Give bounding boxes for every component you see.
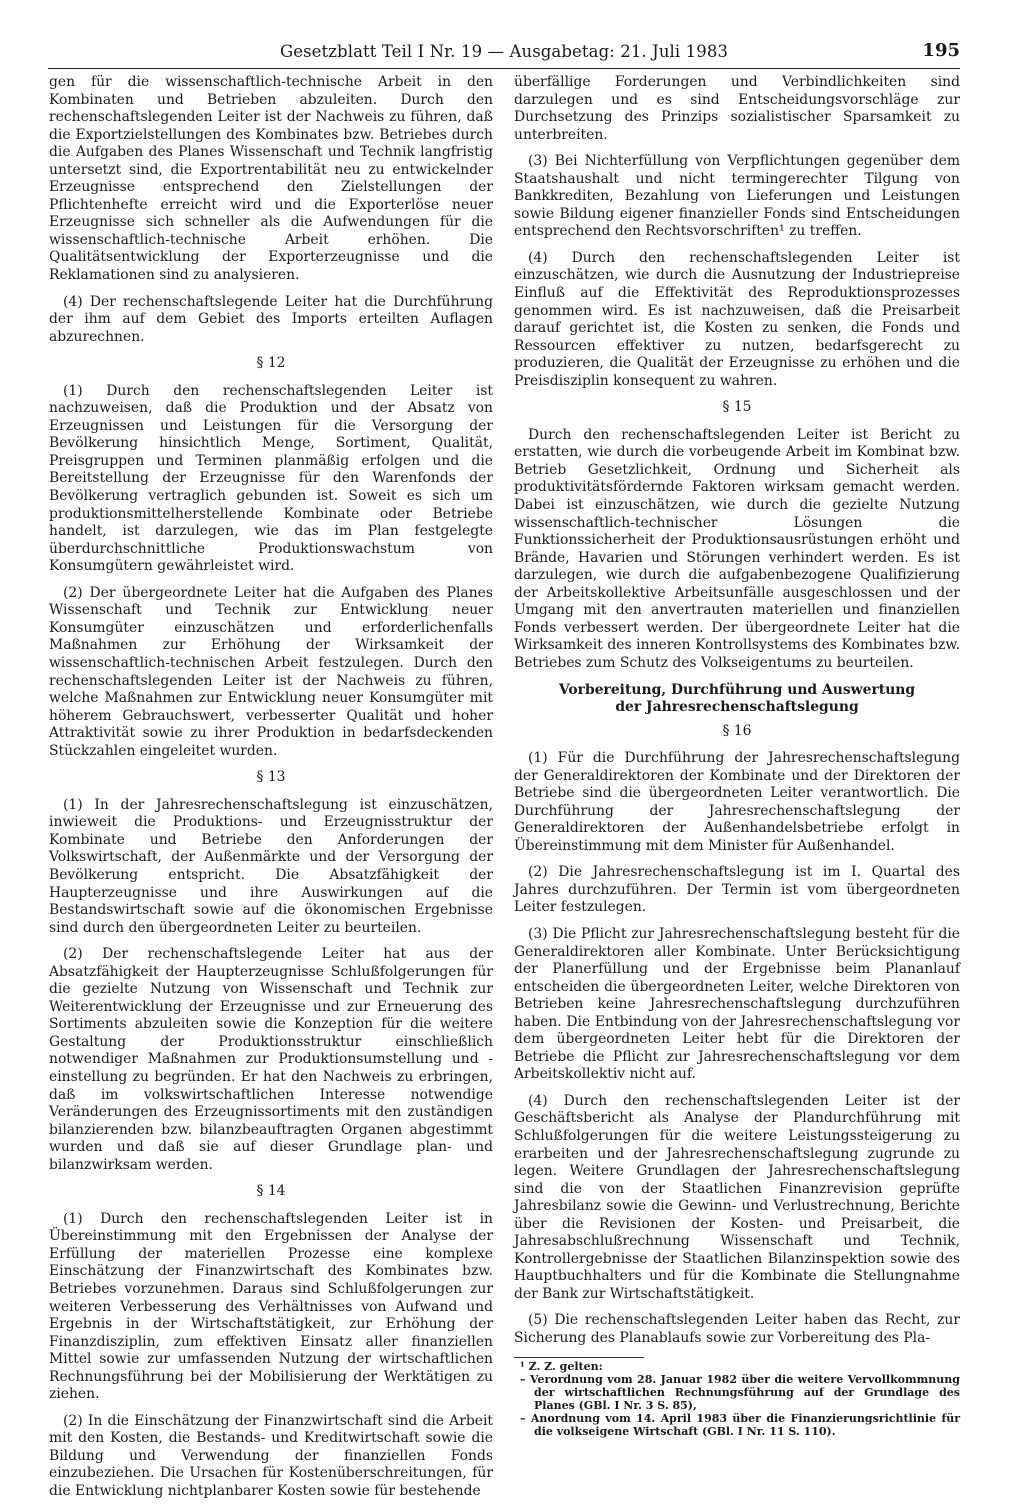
paragraph: Durch den rechenschaftslegenden Leiter ist Bericht zu erstatten, wie durch die vorbeugende Arbeit im Kombinat bzw. Betrieb Gesetzlichkeit, Ordnung und Sicherheit als produktivitätsfördernde Faktoren wirksam gemacht werden. Dabei ist einzuschätzen, wie durch die gezielte Nutzung wissenschaftlich-technischer Lösungen die Funktionssicherheit der Produktionsausrüstungen erhöht und Brände, Havarien und Störungen verhindert werden. Es ist darzulegen, wie durch die aufgabenbezogene Qualifizierung der Arbeitskollektive Arbeitsunfälle ausgeschlossen und der Umgang mit den anvertrauten materiellen und finanziellen Fonds verbessert werden. Der übergeordnete Leiter hat die Wirksamkeit des inneren Kontrollsystems des Kombinates bzw. Betriebes zum Schutz des Volkseigentums zu beurteilen. <box>514 426 960 671</box>
footnotes <box>514 1360 960 1438</box>
paragraph: (4) Durch den rechenschaftslegenden Leiter ist der Geschäftsbericht als Analyse der Plandurchführung mit Schlußfolgerungen für die weitere Leistungssteigerung zu erarbeiten und der Jahresrechenschaftslegung zugrunde zu legen. Weitere Grundlagen der Jahresrechenschaftslegung sind die von der Staatlichen Finanzrevision geprüfte Jahresbilanz sowie die Gewinn- und Verlustrechnung, Berichte über die Revisionen der Kosten- und Preisarbeit, die Jahresabschlußrechnung Wissenschaft und Technik, Kontrollergebnisse der Staatlichen Bilanzinspektion sowie des Hauptbuchhalters und für die Kombinate die Stellungnahme der Bank zur Wirtschaftstätigkeit. <box>514 1092 960 1302</box>
paragraph: (2) In die Einschätzung der Finanzwirtschaft sind die Arbeit mit den Kosten, die Bestands- und Kreditwirtschaft sowie die Bildung und Verwendung der finanziellen Fonds einzubeziehen. Die Ursachen für Kostenüberschreitungen, für die Entwicklung nichtplanbarer Kosten sowie für bestehende <box>49 1412 493 1500</box>
paragraph: (5) Die rechenschaftslegenden Leiter haben das Recht, zur Sicherung des Planablaufs sowie zur Vorbereitung des Pla- <box>514 1312 960 1346</box>
footnote-intro: ¹ Z. Z. gelten: <box>520 1359 603 1373</box>
paragraph: (2) Der rechenschaftslegende Leiter hat aus der Absatzfähigkeit der Haupterzeugnisse Schlußfolgerungen für die gezielte Nutzung von Wissenschaft und Technik zur Weiterentwicklung der Erzeugnisse und zur Erneuerung des Sortiments abzuleiten sowie die Konzeption für die weitere Gestaltung der Produktionsstruktur einschließlich notwendiger Maßnahmen zur Produktionsumstellung und -einstellung zu begründen. Er hat den Nachweis zu erbringen, daß im volkswirtschaftlichen Interesse notwendige Veränderungen des Erzeugnissortiments mit den zuständigen bilanzierenden bzw. bilanzbeauftragten Organen abgestimmt wurden und daß sie auf dieser Grundlage plan- und bilanzwirksam werden. <box>49 946 493 1173</box>
paragraph: (1) Durch den rechenschaftslegenden Leiter ist in Übereinstimmung mit den Ergebnissen der Analyse der Erfüllung der materiellen Prozesse eine komplexe Einschätzung der Finanzwirtschaft des Kombinates bzw. Betriebes vorzunehmen. Daraus sind Schlußfolgerungen zur weiteren Verbesserung des Verhältnisses von Aufwand und Ergebnis in der Wirtschaftstätigkeit, zur Erhöhung der Finanzdisziplin, zum effektiven Einsatz aller finanziellen Mittel sowie zur umfassenden Nutzung der wirtschaftlichen Rechnungsführung bei der Mobilisierung der Werktätigen zu ziehen. <box>49 1210 493 1403</box>
paragraph: (1) In der Jahresrechenschaftslegung ist einzuschätzen, inwieweit die Produktions- und Erzeugnisstruktur der Kombinate und Betriebe den Anforderungen der Volkswirtschaft, der Außenmärkte und der Versorgung der Bevölkerung entspricht. Die Absatzfähigkeit der Haupterzeugnisse und ihre Auswirkungen auf die Bestandswirtschaft sowie auf die ökonomischen Ergebnisse sind durch den übergeordneten Leiter zu beurteilen. <box>49 796 493 936</box>
subsection-heading-line2: der Jahresrechenschaftslegung <box>615 699 859 715</box>
subsection-heading-line1: Vorbereitung, Durchführung und Auswertung <box>558 681 916 698</box>
paragraph: (4) Durch den rechenschaftslegenden Leiter ist einzuschätzen, wie durch die Ausnutzung der Industriepreise Einfluß auf die Effektivität des Reproduktionsprozesses genommen wird. Es ist nachzuweisen, daß die Preisarbeit darauf gerichtet ist, die Kosten zu senken, die Fonds und Ressourcen effektiver zu nutzen, bedarfsgerecht zu produzieren, die Qualität der Erzeugnisse zu erhöhen und die Preisdisziplin konsequent zu wahren. <box>514 249 960 389</box>
page-header <box>48 38 960 69</box>
section-heading-16: § 16 <box>722 722 752 739</box>
section-heading-12: § 12 <box>256 355 286 372</box>
page-number: 195 <box>922 40 960 61</box>
section-heading-14: § 14 <box>256 1183 286 1200</box>
paragraph: (1) Für die Durchführung der Jahresrechenschaftslegung der Generaldirektoren der Kombinate und der Direktoren der Betriebe sind die übergeordneten Leiter verantwortlich. Die Durchführung der Jahresrechenschaftslegung der Generaldirektoren der Außenhandelsbetriebe erfolgt in Übereinstimmung mit dem Minister für Außenhandel. <box>514 750 960 854</box>
footnote-item: – Anordnung vom 14. April 1983 über die Finanzierungsrichtlinie für die volkseigene Wirtschaft (GBl. I Nr. 11 S. 110). <box>520 1411 960 1438</box>
subsection-heading <box>514 682 960 717</box>
paragraph: (1) Durch den rechenschaftslegenden Leiter ist nachzuweisen, daß die Produktion und der Absatz von Erzeugnissen und Leistungen für die Versorgung der Bevölkerung hinsichtlich Menge, Sortiment, Qualität, Preisgruppen und Terminen planmäßig erfolgen und die Bereitstellung der Erzeugnisse für den Warenfonds der Bevölkerung vertraglich gebunden ist. Soweit es sich um produktionsmittelherstellende Kombinate oder Betriebe handelt, ist darzulegen, wie das im Plan festgelegte überdurchschnittliche Produktionswachstum von Konsumgütern gewährleistet wird. <box>49 382 493 575</box>
paragraph: (4) Der rechenschaftslegende Leiter hat die Durchführung der ihm auf dem Gebiet des Imports erteilten Auflagen abzurechnen. <box>49 293 493 345</box>
paragraph: (2) Der übergeordnete Leiter hat die Aufgaben des Planes Wissenschaft und Technik zur Entwicklung neuer Konsumgüter einzuschätzen und erforderlichenfalls Maßnahmen zur Erhöhung der Wirksamkeit der wissenschaftlich-technischen Arbeit festzulegen. Durch den rechenschaftslegenden Leiter ist der Nachweis zu führen, welche Maßnahmen zur Entwicklung neuer Konsumgüter mit höherem Gebrauchswert, verbesserter Qualität und hoher Attraktivität sowie zu ihrer Produktion in bedarfsdeckenden Stückzahlen eingeleitet wurden. <box>49 584 493 759</box>
paragraph: gen für die wissenschaftlich-technische Arbeit in den Kombinaten und Betrieben abzuleiten. Durch den rechenschaftslegenden Leiter ist der Nachweis zu führen, daß die Exportzielstellungen des Kombinates bzw. Betriebes durch die Aufgaben des Planes Wissenschaft und Technik langfristig untersetzt sind, die Exportrentabilität neu zu entwickelnder Erzeugnisse entsprechend den Zielstellungen der Pflichtenhefte erreicht wird und die Exporterlöse neuer Erzeugnisse sich schneller als die Aufwendungen für die wissenschaftlich-technische Arbeit erhöhen. Die Qualitätsentwicklung der Exporterzeugnisse und die Reklamationen sind zu analysieren. <box>49 74 493 284</box>
header-title: Gesetzblatt Teil I Nr. 19 — Ausgabetag: 21. Juli 1983 <box>279 42 729 61</box>
paragraph: (3) Bei Nichterfüllung von Verpflichtungen gegenüber dem Staatshaushalt und nicht termingerechter Tilgung von Bankkrediten, Bezahlung von Lieferungen und Leistungen sowie Bildung eigener finanzieller Fonds sind Entscheidungen entsprechend den Rechtsvorschriften¹ zu treffen. <box>514 153 960 240</box>
footnote-item: – Verordnung vom 28. Januar 1982 über die weitere Vervollkommnung der wirtschaftlichen Rechnungsführung auf der Grundlage des Planes (GBl. I Nr. 3 S. 85), <box>520 1372 960 1412</box>
section-heading-13: § 13 <box>256 769 286 786</box>
paragraph: überfällige Forderungen und Verbindlichkeiten sind darzulegen und es sind Entscheidungsvorschläge zur Durchsetzung des Prinzips sozialistischer Sparsamkeit zu unterbreiten. <box>514 74 960 143</box>
section-heading-15: § 15 <box>722 399 752 416</box>
right-column <box>514 74 960 1438</box>
left-column <box>49 74 493 1510</box>
paragraph: (2) Die Jahresrechenschaftslegung ist im I. Quartal des Jahres durchzuführen. Der Termin ist vom übergeordneten Leiter festzulegen. <box>514 864 960 916</box>
paragraph: (3) Die Pflicht zur Jahresrechenschaftslegung besteht für die Generaldirektoren aller Kombinate. Unter Berücksichtigung der Planerfüllung und der Ergebnisse beim Plananlauf entscheiden die übergeordneten Leiter, welche Direktoren von Betrieben keine Jahresrechenschaftslegung durchzuführen haben. Die Entbindung von der Jahresrechenschaftslegung vor dem übergeordneten Leiter hebt für die Direktoren der Betriebe die Pflicht zur Jahresrechenschaftslegung vor dem Arbeitskollektiv nicht auf. <box>514 925 960 1083</box>
